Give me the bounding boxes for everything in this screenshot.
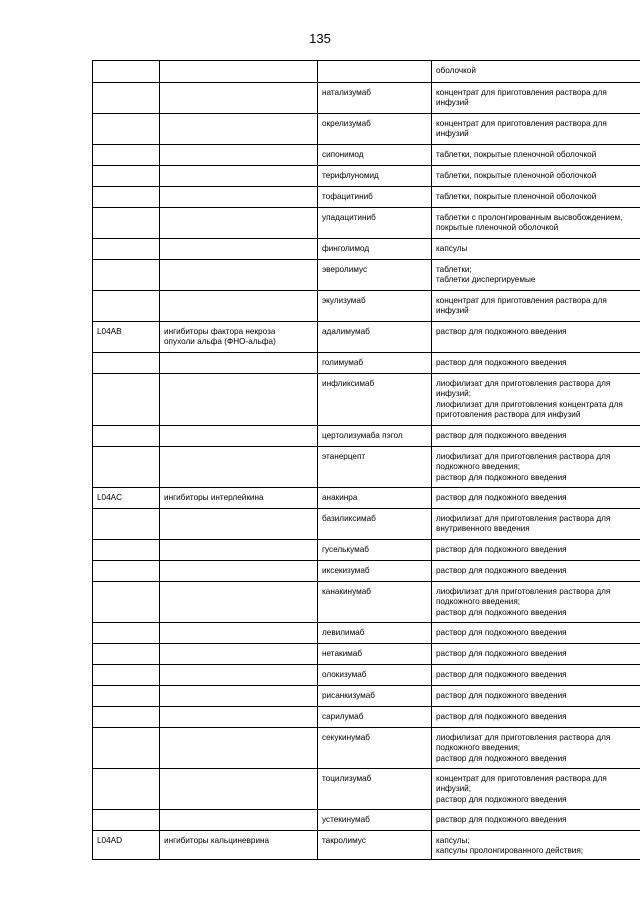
pharmacological-group-cell [160, 488, 318, 509]
table-row [93, 239, 640, 260]
dosage-form-text: концентрат для приготовления раствора для инфузий [436, 119, 607, 139]
dosage-form-text: капсулы; капсулы пролонгированного действия; [436, 836, 584, 856]
dosage-form-cell [432, 488, 640, 509]
pharmacological-group-cell [160, 260, 318, 291]
table-row [93, 686, 640, 707]
atc-code-cell [93, 322, 160, 353]
dosage-form-text: таблетки, покрытые пленочной оболочкой [436, 192, 597, 201]
dosage-form-text: раствор для подкожного введения [436, 691, 567, 700]
drug-name-text: нетакимаб [322, 649, 363, 658]
drug-name-cell [318, 644, 432, 665]
atc-code-cell [93, 707, 160, 728]
atc-code-cell [93, 831, 160, 860]
dosage-form-cell [432, 447, 640, 488]
table-row [93, 582, 640, 623]
atc-code-cell [93, 810, 160, 831]
dosage-form-cell [432, 769, 640, 810]
pharmacological-group-cell [160, 509, 318, 540]
drug-table [92, 60, 640, 860]
drug-name-cell [318, 353, 432, 374]
pharmacological-group-cell [160, 426, 318, 447]
drug-name-cell [318, 831, 432, 860]
atc-code-cell [93, 166, 160, 187]
dosage-form-cell [432, 728, 640, 769]
pharmacological-group-cell [160, 208, 318, 239]
drug-name-text: экулизумаб [322, 296, 366, 305]
drug-name-text: адалимумаб [322, 327, 370, 336]
atc-code-text: L04AC [97, 493, 123, 502]
dosage-form-text: раствор для подкожного введения [436, 649, 567, 658]
atc-code-cell [93, 582, 160, 623]
table-row [93, 707, 640, 728]
atc-code-text: L04AD [97, 836, 123, 845]
dosage-form-text: таблетки, покрытые пленочной оболочкой [436, 150, 597, 159]
table-row [93, 769, 640, 810]
table-row [93, 61, 640, 83]
drug-name-text: канакинумаб [322, 587, 371, 596]
atc-code-cell [93, 561, 160, 582]
atc-code-cell [93, 61, 160, 83]
drug-name-text: тоцилизумаб [322, 774, 372, 783]
dosage-form-text: раствор для подкожного введения [436, 327, 567, 336]
drug-name-text: сипонимод [322, 150, 364, 159]
dosage-form-text: раствор для подкожного введения [436, 545, 567, 554]
drug-name-text: финголимод [322, 244, 370, 253]
table-row [93, 561, 640, 582]
drug-name-text: терифлуномид [322, 171, 379, 180]
dosage-form-text: оболочкой [436, 66, 476, 75]
dosage-form-cell [432, 582, 640, 623]
dosage-form-cell [432, 239, 640, 260]
dosage-form-text: раствор для подкожного введения [436, 431, 567, 440]
dosage-form-text: концентрат для приготовления раствора для инфузий [436, 296, 607, 316]
dosage-form-cell [432, 831, 640, 860]
drug-name-text: базиликсимаб [322, 514, 376, 523]
atc-code-cell [93, 353, 160, 374]
atc-code-cell [93, 260, 160, 291]
atc-code-text: L04AB [97, 327, 122, 336]
atc-code-cell [93, 374, 160, 426]
pharmacological-group-cell [160, 114, 318, 145]
table-row [93, 260, 640, 291]
atc-code-cell [93, 208, 160, 239]
dosage-form-text: раствор для подкожного введения [436, 670, 567, 679]
pharmacological-group-text: ингибиторы интерлейкина [164, 493, 264, 502]
dosage-form-cell [432, 291, 640, 322]
dosage-form-cell [432, 374, 640, 426]
pharmacological-group-cell [160, 353, 318, 374]
atc-code-cell [93, 145, 160, 166]
drug-name-cell [318, 166, 432, 187]
table-row [93, 540, 640, 561]
table-body [93, 61, 640, 860]
drug-name-text: иксекизумаб [322, 566, 370, 575]
drug-name-text: олокизумаб [322, 670, 367, 679]
pharmacological-group-cell [160, 61, 318, 83]
pharmacological-group-cell [160, 291, 318, 322]
drug-name-cell [318, 187, 432, 208]
dosage-form-cell [432, 260, 640, 291]
dosage-form-text: лиофилизат для приготовления раствора для подкожного введения; раствор для подкожного введения [436, 587, 611, 617]
atc-code-cell [93, 769, 160, 810]
pharmacological-group-cell [160, 810, 318, 831]
dosage-form-text: раствор для подкожного введения [436, 628, 567, 637]
table-row [93, 208, 640, 239]
dosage-form-text: таблетки; таблетки диспергируемые [436, 265, 536, 285]
drug-name-text: рисанкизумаб [322, 691, 375, 700]
drug-name-text: натализумаб [322, 88, 371, 97]
dosage-form-cell [432, 644, 640, 665]
drug-name-cell [318, 540, 432, 561]
drug-name-cell [318, 83, 432, 114]
dosage-form-text: раствор для подкожного введения [436, 358, 567, 367]
pharmacological-group-cell [160, 83, 318, 114]
drug-name-text: устекинумаб [322, 815, 370, 824]
dosage-form-text: лиофилизат для приготовления раствора для подкожного введения; раствор для подкожного введения [436, 733, 611, 763]
drug-name-cell [318, 623, 432, 644]
drug-name-text: тофацитиниб [322, 192, 373, 201]
pharmacological-group-cell [160, 644, 318, 665]
drug-name-text: такролимус [322, 836, 366, 845]
table-row [93, 728, 640, 769]
dosage-form-text: концентрат для приготовления раствора для инфузий [436, 88, 607, 108]
table-row [93, 374, 640, 426]
drug-name-cell [318, 374, 432, 426]
table-row [93, 145, 640, 166]
dosage-form-text: лиофилизат для приготовления раствора для подкожного введения; раствор для подкожного введения [436, 452, 611, 482]
drug-name-text: секукинумаб [322, 733, 370, 742]
pharmacological-group-cell [160, 447, 318, 488]
table-row [93, 831, 640, 860]
dosage-form-text: таблетки, покрытые пленочной оболочкой [436, 171, 597, 180]
atc-code-cell [93, 114, 160, 145]
atc-code-cell [93, 83, 160, 114]
drug-name-cell [318, 322, 432, 353]
drug-name-text: сарилумаб [322, 712, 364, 721]
pharmacological-group-cell [160, 582, 318, 623]
dosage-form-cell [432, 707, 640, 728]
atc-code-cell [93, 623, 160, 644]
dosage-form-text: концентрат для приготовления раствора для инфузий; раствор для подкожного введения [436, 774, 607, 804]
drug-name-cell [318, 561, 432, 582]
pharmacological-group-cell [160, 187, 318, 208]
atc-code-cell [93, 509, 160, 540]
pharmacological-group-cell [160, 665, 318, 686]
drug-name-cell [318, 208, 432, 239]
atc-code-cell [93, 644, 160, 665]
dosage-form-cell [432, 208, 640, 239]
pharmacological-group-cell [160, 831, 318, 860]
dosage-form-text: раствор для подкожного введения [436, 712, 567, 721]
atc-code-cell [93, 488, 160, 509]
dosage-form-text: раствор для подкожного введения [436, 815, 567, 824]
dosage-form-text: лиофилизат для приготовления раствора для внутривенного введения [436, 514, 611, 534]
dosage-form-cell [432, 61, 640, 83]
table-row [93, 447, 640, 488]
table-row [93, 353, 640, 374]
dosage-form-cell [432, 83, 640, 114]
drug-name-text: цертолизумаба пэгол [322, 431, 403, 440]
drug-name-cell [318, 291, 432, 322]
dosage-form-cell [432, 166, 640, 187]
dosage-form-cell [432, 353, 640, 374]
drug-name-text: инфликсимаб [322, 379, 375, 388]
pharmacological-group-cell [160, 561, 318, 582]
pharmacological-group-cell [160, 623, 318, 644]
pharmacological-group-cell [160, 728, 318, 769]
drug-name-cell [318, 488, 432, 509]
drug-name-cell [318, 686, 432, 707]
drug-name-cell [318, 810, 432, 831]
drug-name-cell [318, 61, 432, 83]
drug-name-cell [318, 707, 432, 728]
drug-name-cell [318, 769, 432, 810]
dosage-form-cell [432, 540, 640, 561]
pharmacological-group-cell [160, 540, 318, 561]
dosage-form-cell [432, 145, 640, 166]
table-row [93, 322, 640, 353]
atc-code-cell [93, 686, 160, 707]
table-row [93, 291, 640, 322]
pharmacological-group-cell [160, 374, 318, 426]
drug-name-text: голимумаб [322, 358, 364, 367]
drug-name-cell [318, 114, 432, 145]
pharmacological-group-text: ингибиторы фактора некроза опухоли альфа (ФНО-альфа) [164, 327, 276, 347]
dosage-form-cell [432, 114, 640, 145]
atc-code-cell [93, 540, 160, 561]
atc-code-cell [93, 239, 160, 260]
dosage-form-cell [432, 665, 640, 686]
drug-name-cell [318, 145, 432, 166]
dosage-form-cell [432, 686, 640, 707]
drug-name-cell [318, 665, 432, 686]
table-row [93, 83, 640, 114]
dosage-form-cell [432, 426, 640, 447]
drug-name-text: гуселькумаб [322, 545, 369, 554]
atc-code-cell [93, 728, 160, 769]
atc-code-cell [93, 187, 160, 208]
dosage-form-cell [432, 187, 640, 208]
drug-name-cell [318, 582, 432, 623]
atc-code-cell [93, 447, 160, 488]
table-row [93, 187, 640, 208]
dosage-form-text: раствор для подкожного введения [436, 493, 567, 502]
table-row [93, 509, 640, 540]
drug-name-text: этанерцепт [322, 452, 366, 461]
dosage-form-cell [432, 509, 640, 540]
pharmacological-group-cell [160, 239, 318, 260]
drug-name-cell [318, 260, 432, 291]
drug-name-text: левилимаб [322, 628, 365, 637]
dosage-form-cell [432, 322, 640, 353]
pharmacological-group-cell [160, 769, 318, 810]
dosage-form-text: капсулы [436, 244, 468, 253]
drug-name-cell [318, 239, 432, 260]
table-row [93, 665, 640, 686]
pharmacological-group-cell [160, 322, 318, 353]
drug-name-text: окрелизумаб [322, 119, 371, 128]
dosage-form-text: раствор для подкожного введения [436, 566, 567, 575]
table-row [93, 426, 640, 447]
table-row [93, 623, 640, 644]
atc-code-cell [93, 665, 160, 686]
drug-name-cell [318, 728, 432, 769]
drug-name-cell [318, 426, 432, 447]
drug-name-cell [318, 509, 432, 540]
pharmacological-group-cell [160, 707, 318, 728]
table-row [93, 166, 640, 187]
table-row [93, 114, 640, 145]
pharmacological-group-text: ингибиторы кальциневрина [164, 836, 270, 845]
pharmacological-group-cell [160, 686, 318, 707]
atc-code-cell [93, 291, 160, 322]
dosage-form-cell [432, 561, 640, 582]
pharmacological-group-cell [160, 145, 318, 166]
dosage-form-cell [432, 623, 640, 644]
drug-name-text: эверолимус [322, 265, 368, 274]
dosage-form-text: лиофилизат для приготовления раствора для инфузий; лиофилизат для приготовления концентрата для приготовления раствора для инфузий [436, 379, 623, 420]
pharmacological-group-cell [160, 166, 318, 187]
atc-code-cell [93, 426, 160, 447]
page-number: 135 [309, 31, 331, 46]
drug-name-text: упадацитиниб [322, 213, 376, 222]
table-row [93, 810, 640, 831]
dosage-form-text: таблетки с пролонгированным высвобождением, покрытые пленочной оболочкой [436, 213, 623, 233]
dosage-form-cell [432, 810, 640, 831]
drug-name-text: анакинра [322, 493, 358, 502]
table-row [93, 644, 640, 665]
drug-name-cell [318, 447, 432, 488]
table-row [93, 488, 640, 509]
